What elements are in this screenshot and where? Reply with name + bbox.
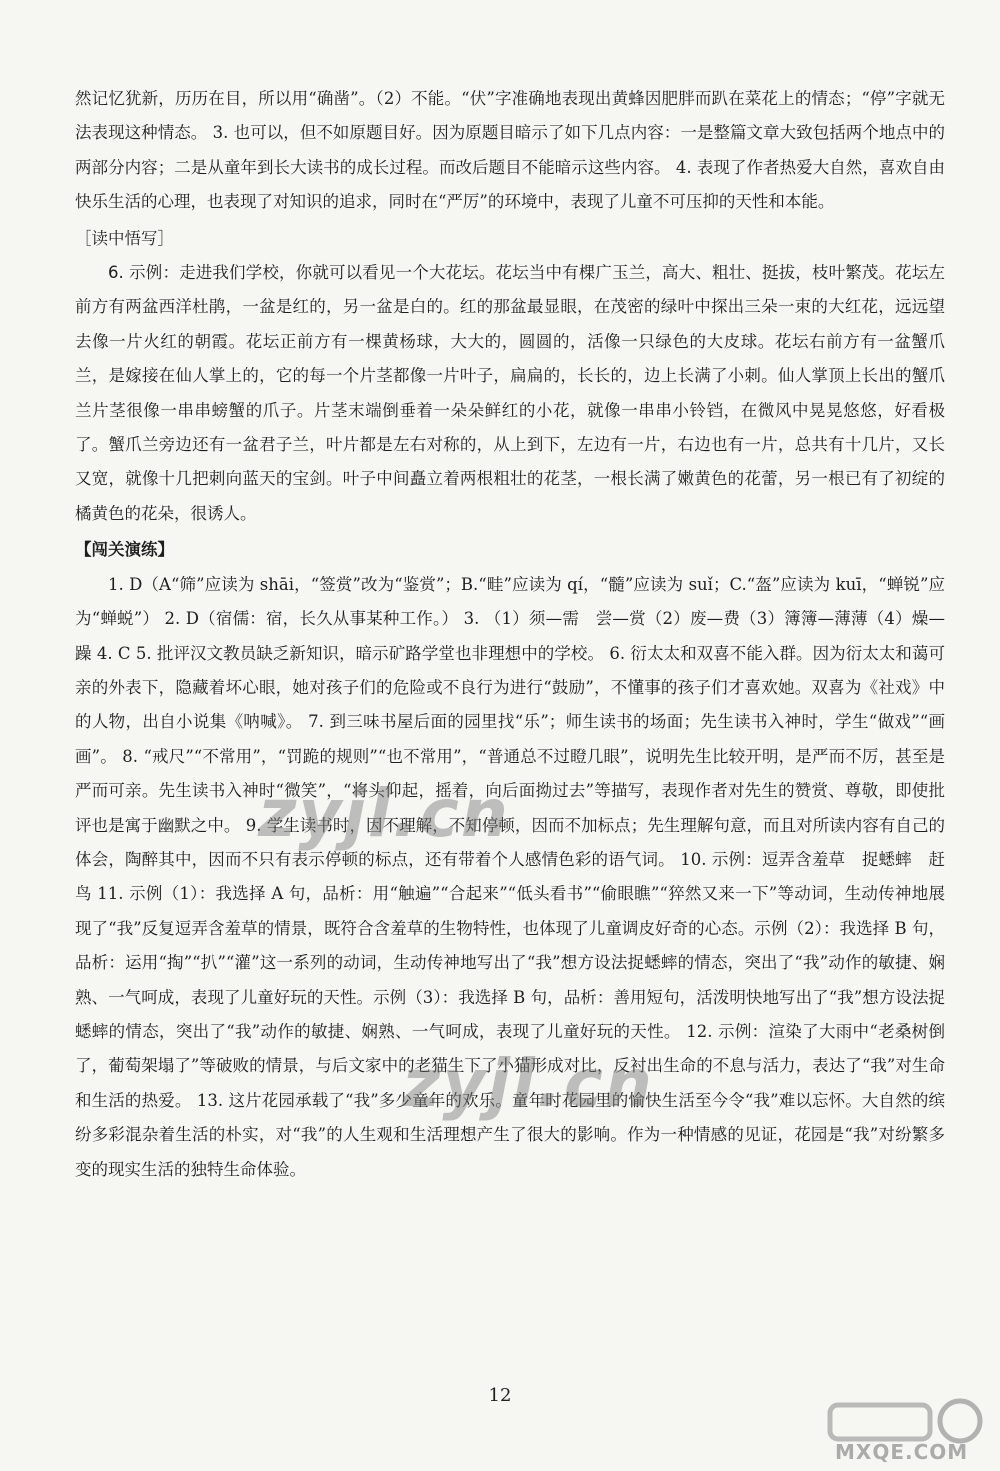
section-title-practice: 【闯关演练】	[75, 540, 174, 560]
watermark-lower: zyjl.cn	[402, 1045, 654, 1122]
answer-continuation-paragraph: 然记忆犹新，历历在目，所以用“确凿”。（2）不能。“伏”字准确地表现出黄蜂因肥胖而趴在菜花上的情态；“停”字就无法表现这种情态。 3. 也可以，但不如原题目好。因为原题目暗示了如下几点内容：一是整篇文章大致包括两个地点中的两部分内容；二是从童年到长大读书的成长过程。而改后题目不能暗示这些内容。 4. 表现了作者热爱大自然，喜欢自由快乐生活的心理，也表现了对知识的追求，同时在“严厉”的环境中，表现了儿童不可压抑的天性和本能。	[75, 89, 945, 212]
example-paragraph: 6. 示例：走进我们学校，你就可以看见一个大花坛。花坛当中有棵广玉兰，高大、粗壮、挺拔，枝叶繁茂。花坛左前方有两盆西洋杜鹃，一盆是红的，另一盆是白的。红的那盆最显眼，在茂密的绿叶中探出三朵一束的大红花，远远望去像一片火红的朝霞。花坛正前方有一棵黄杨球，大大的，圆圆的，活像一只绿色的大皮球。花坛右前方有一盆蟹爪兰，是嫁接在仙人掌上的，它的每一个片茎都像一片叶子，扁扁的，长长的，边上长满了小刺。仙人掌顶上长出的蟹爪兰片茎很像一串串螃蟹的爪子。片茎末端倒垂着一朵朵鲜红的小花，就像一串串小铃铛，在微风中晃晃悠悠，好看极了。蟹爪兰旁边还有一盆君子兰，叶片都是左右对称的，从上到下，左边有一片，右边也有一片，总共有十几片，又长又宽，就像十几把刺向蓝天的宝剑。叶子中间矗立着两根粗壮的花茎，一根长满了嫩黄色的花蕾，另一根已有了初绽的橘黄色的花朵，很诱人。	[75, 263, 945, 523]
page-number: 12	[488, 1385, 512, 1406]
watermark-upper: zyjl.cn	[258, 775, 510, 852]
practice-answers-paragraph: 1. D（A“筛”应读为 shāi，“签赏”改为“鉴赏”；B.“畦”应读为 qí，“髓”应读为 suǐ；C.“盔”应读为 kuī，“蝉锐”应为“蝉蜕”） 2. D（宿儒：宿，长久从事某种工作。） 3. （1）须—需 尝—赏（2）废—费（3）簿簿—薄薄（4）燥—躁 4. C 5. 批评汉文教员缺乏新知识，暗示矿路学堂也非理想中的学校。 6. 衍太太和双喜不能入群。因为衍太太和蔼可亲的外表下，隐藏着坏心眼，她对孩子们的危险或不良行为进行“鼓励”，不懂事的孩子们才喜欢她。双喜为《社戏》中的人物，出自小说集《呐喊》。 7. 到三味书屋后面的园里找“乐”；师生读书的场面；先生读书入神时，学生“做戏”“画画”。 8. “戒尺”“不常用”，“罚跪的规则”“也不常用”，“普通总不过瞪几眼”，说明先生比较开明，是严而不厉，甚至是严而可亲。先生读书入神时“微笑”，“将头仰起，摇着，向后面拗过去”等描写，表现作者对先生的赞赏、尊敬，即使批评也是寓于幽默之中。 9. 学生读书时，因不理解，不知停顿，因而不加标点；先生理解句意，而且对所读内容有自己的体会，陶醉其中，因而不只有表示停顿的标点，还有带着个人感情色彩的语气词。 10. 示例：逗弄含羞草 捉蟋蟀 赶鸟 11. 示例（1）：我选择 A 句，品析：用“触遍”“合起来”“低头看书”“偷眼瞧”“猝然又来一下”等动词，生动传神地展现了“我”反复逗弄含羞草的情景，既符合含羞草的生物特性，也体现了儿童调皮好奇的心态。示例（2）：我选择 B 句，品析：运用“掏”“扒”“灌”这一系列的动词，生动传神地写出了“我”想方设法捉蟋蟀的情态，突出了“我”动作的敏捷、娴熟、一气呵成，表现了儿童好玩的天性。示例（3）：我选择 B 句，品析：善用短句，活泼明快地写出了“我”想方设法捉蟋蟀的情态，突出了“我”动作的敏捷、娴熟、一气呵成，表现了儿童好玩的天性。 12. 示例：渲染了大雨中“老桑树倒了，葡萄架塌了”等破败的情景，与后文家中的老猫生下了小猫形成对比，反衬出生命的不息与活力，表达了“我”对生命和生活的热爱。 13. 这片花园承载了“我”多少童年的欢乐。童年时花园里的愉快生活至今令“我”难以忘怀。大自然的缤纷多彩混杂着生活的朴实，对“我”的人生观和生活理想产生了很大的影响。作为一种情感的见证，花园是“我”对纷繁多变的现实生活的独特生命体验。	[75, 574, 945, 1179]
corner-watermark-text: MXQE.COM	[835, 1440, 969, 1464]
page-content	[75, 82, 945, 1187]
section-title-read-write: ［读中悟写］	[75, 228, 174, 248]
